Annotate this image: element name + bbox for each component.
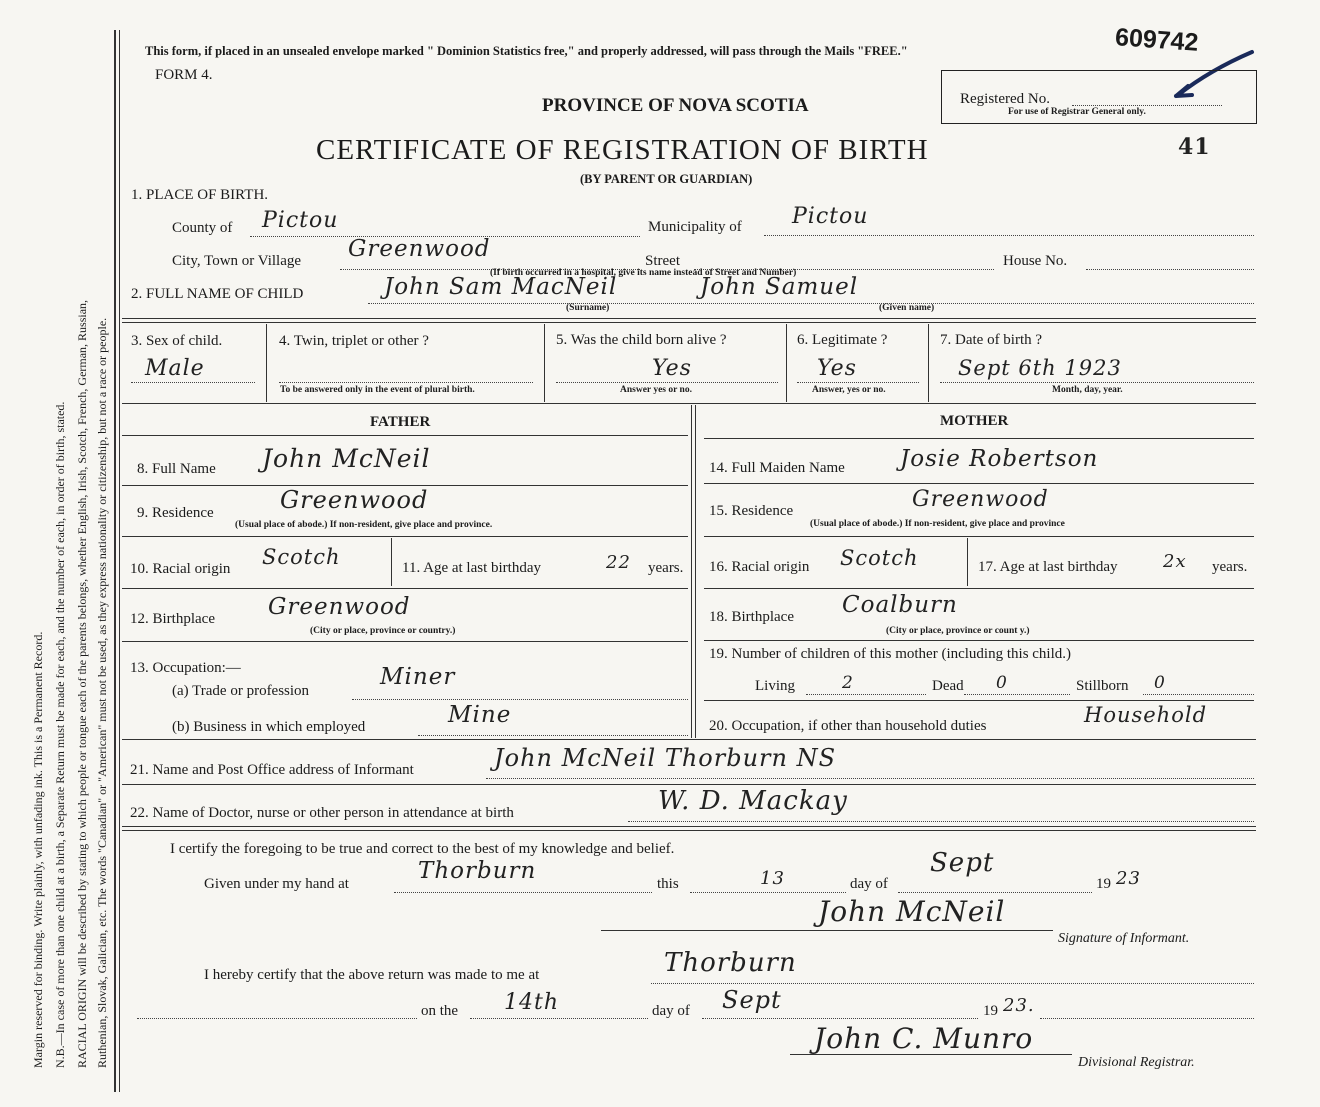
county-value[interactable]: Pictou xyxy=(262,208,339,233)
divider-4-5 xyxy=(544,324,545,402)
child-surname-value[interactable]: John Sam MacNeil xyxy=(384,274,618,300)
rule-before-informant xyxy=(122,739,1256,740)
legit-label: 6. Legitimate ? xyxy=(797,332,888,348)
rule-after-row3 xyxy=(122,403,1256,404)
county-label: County of xyxy=(172,220,233,236)
municipality-label: Municipality of xyxy=(648,219,742,235)
postal-note: This form, if placed in an unsealed envelope marked " Dominion Statistics free," and properly addressed, will pass through the Mails "FREE." xyxy=(145,44,908,58)
surname-caption: (Surname) xyxy=(566,303,610,313)
binding-line xyxy=(114,30,116,1092)
mother-stillborn-value[interactable]: 0 xyxy=(1154,673,1166,693)
divider-5-6 xyxy=(786,324,787,402)
year-prefix: 19 xyxy=(1096,876,1111,892)
mother-residence-value[interactable]: Greenwood xyxy=(912,487,1049,512)
reg-year-prefix: 19 xyxy=(983,1003,998,1019)
doctor-value[interactable]: W. D. Mackay xyxy=(658,786,848,816)
hospital-note: (If birth occurred in a hospital, give its name instead of Street and Number) xyxy=(490,268,797,278)
mother-stillborn-label: Stillborn xyxy=(1076,678,1129,694)
legit-value[interactable]: Yes xyxy=(817,356,857,381)
mother-living-value[interactable]: 2 xyxy=(842,673,854,693)
mother-name-value[interactable]: Josie Robertson xyxy=(900,446,1099,472)
informant-label: 21. Name and Post Office address of Informant xyxy=(130,762,414,778)
province-title: PROVINCE OF NOVA SCOTIA xyxy=(542,95,809,116)
father-age-value[interactable]: 22 xyxy=(606,552,631,573)
rule-mother-birthplace xyxy=(704,640,1254,641)
divider-3-4 xyxy=(266,324,267,402)
municipality-value[interactable]: Pictou xyxy=(792,204,869,229)
father-trade-label: (a) Trade or profession xyxy=(172,683,310,699)
margin-mark: 41 xyxy=(1178,134,1211,160)
this-label: this xyxy=(657,876,679,892)
mother-name-label: 14. Full Maiden Name xyxy=(709,460,845,476)
margin-note-racial-2: Ruthenian, Slovak, Galician, etc. The words "Canadian" or "American" must not be used, as they express nationality or citizenship, but not a race or people. xyxy=(95,317,109,1068)
twin-note: To be answered only in the event of plural birth. xyxy=(280,385,475,395)
reg-day-of-label: day of xyxy=(652,1003,690,1019)
mother-birthplace-note: (City or place, province or count y.) xyxy=(886,626,1030,636)
alive-value[interactable]: Yes xyxy=(652,356,692,381)
registered-box xyxy=(941,70,1257,124)
father-residence-label: 9. Residence xyxy=(137,505,214,521)
margin-note-nb: N.B.—In case of more than one child at a birth, a Separate Return must be made for each, and the number of each, in order of birth, stated. xyxy=(53,401,67,1068)
margin-note-racial-1: RACIAL ORIGIN will be described by stating to which people or tongue each of the parents belongs, whether English, Irish, Scotch, French, German, Russian, xyxy=(75,299,89,1068)
reg-month-value[interactable]: Sept xyxy=(722,986,782,1014)
given-place-value[interactable]: Thorburn xyxy=(418,858,537,884)
certificate-subtitle: (BY PARENT OR GUARDIAN) xyxy=(580,172,753,186)
day-line xyxy=(690,892,846,893)
mother-children-label: 19. Number of children of this mother (including this child.) xyxy=(709,646,1072,662)
mother-racial-label: 16. Racial origin xyxy=(709,559,810,575)
reg-month-line xyxy=(702,1018,978,1019)
city-label: City, Town or Village xyxy=(172,253,302,269)
rule-father-res xyxy=(122,536,688,537)
sex-value[interactable]: Male xyxy=(145,356,205,381)
sex-line xyxy=(131,382,255,383)
father-trade-line xyxy=(352,699,688,700)
child-name-line xyxy=(368,303,1254,304)
informant-value[interactable]: John McNeil Thorburn NS xyxy=(494,744,837,772)
margin-note-binding: Margin reserved for binding. Write plainly, with unfading ink. This is a Permanent Record. xyxy=(31,631,45,1068)
legit-line xyxy=(797,382,919,383)
mother-birthplace-label: 18. Birthplace xyxy=(709,609,794,625)
father-racial-label: 10. Racial origin xyxy=(130,561,231,577)
twin-line xyxy=(279,382,533,383)
father-trade-value[interactable]: Miner xyxy=(380,664,456,690)
place-of-birth-label: 1. PLACE OF BIRTH. xyxy=(131,187,269,203)
dob-line xyxy=(940,382,1254,383)
informant-signature-line xyxy=(601,930,1053,931)
father-age-label: 11. Age at last birthday xyxy=(402,560,541,576)
rule-mother-racial xyxy=(704,588,1254,589)
doctor-label: 22. Name of Doctor, nurse or other person in attendance at birth xyxy=(130,805,514,821)
binding-line-inner xyxy=(119,30,120,1092)
father-birthplace-value[interactable]: Greenwood xyxy=(268,594,411,620)
rule-top-1 xyxy=(122,318,1256,319)
registrar-place-value[interactable]: Thorburn xyxy=(664,948,797,978)
house-no-label: House No. xyxy=(1003,253,1068,269)
year-value[interactable]: 23 xyxy=(1116,868,1141,889)
dob-label: 7. Date of birth ? xyxy=(940,332,1043,348)
on-the-lead-line xyxy=(137,1018,417,1019)
divider-6-7 xyxy=(928,324,929,402)
rule-top-2 xyxy=(122,322,1256,323)
rule-mother-children xyxy=(704,700,1254,701)
street-label: Street xyxy=(645,253,680,269)
given-place-line xyxy=(394,892,652,893)
legit-note: Answer, yes or no. xyxy=(812,385,886,395)
house-no-line xyxy=(1086,269,1254,270)
father-business-label: (b) Business in which employed xyxy=(172,719,366,735)
mother-dead-value[interactable]: 0 xyxy=(996,673,1008,693)
registrar-note: For use of Registrar General only. xyxy=(1008,107,1146,117)
mother-stillborn-line xyxy=(1143,694,1254,695)
reg-year-line xyxy=(1040,1018,1254,1019)
registrar-caption: Divisional Registrar. xyxy=(1078,1055,1195,1070)
mother-birthplace-value[interactable]: Coalburn xyxy=(842,592,958,618)
mother-age-value[interactable]: 2x xyxy=(1163,551,1187,572)
reg-year-value[interactable]: 23. xyxy=(1003,995,1035,1016)
mother-years-label: years. xyxy=(1212,559,1248,575)
municipality-line xyxy=(764,235,1254,236)
child-name-label: 2. FULL NAME OF CHILD xyxy=(131,286,304,302)
reg-day-line xyxy=(470,1018,648,1019)
parents-divider-2 xyxy=(695,405,696,738)
mother-living-label: Living xyxy=(755,678,795,694)
rule-doctor-1 xyxy=(122,826,1256,827)
informant-line xyxy=(486,778,1254,779)
rule-father-birthplace xyxy=(122,641,688,642)
rule-heading-right xyxy=(704,438,1254,439)
on-the-label: on the xyxy=(421,1003,459,1019)
dob-value[interactable]: Sept 6th 1923 xyxy=(958,356,1122,380)
father-residence-value[interactable]: Greenwood xyxy=(280,486,429,514)
father-heading: FATHER xyxy=(370,414,431,430)
father-residence-note: (Usual place of abode.) If non-resident, give place and province. xyxy=(235,520,493,530)
father-name-label: 8. Full Name xyxy=(137,461,216,477)
rule-mother-res xyxy=(704,536,1254,537)
registrar-statement: I hereby certify that the above return was made to me at xyxy=(204,967,540,983)
rule-informant xyxy=(122,784,1256,785)
stamp-number: 609742 xyxy=(1114,23,1200,57)
given-label: Given under my hand at xyxy=(204,876,349,892)
form-number: FORM 4. xyxy=(155,67,213,83)
father-occupation-label: 13. Occupation:— xyxy=(130,660,241,676)
mother-living-line xyxy=(806,694,926,695)
registrar-signature[interactable]: John C. Munro xyxy=(814,1022,1034,1055)
parents-divider-1 xyxy=(691,405,692,738)
registered-no-line xyxy=(1072,105,1222,106)
month-line xyxy=(898,892,1092,893)
rule-doctor-2 xyxy=(122,830,1256,831)
informant-signature[interactable]: John McNeil xyxy=(818,895,1006,928)
rule-father-racial xyxy=(122,588,688,589)
father-business-value[interactable]: Mine xyxy=(448,702,512,728)
father-business-line xyxy=(418,735,688,736)
given-caption: (Given name) xyxy=(879,303,935,313)
doctor-line xyxy=(628,821,1254,822)
registrar-place-line xyxy=(651,983,1254,984)
certificate-title: CERTIFICATE OF REGISTRATION OF BIRTH xyxy=(316,134,929,166)
mother-dead-label: Dead xyxy=(932,678,964,694)
divider-10-11 xyxy=(391,538,392,586)
signature-caption: Signature of Informant. xyxy=(1058,931,1190,946)
mother-residence-note: (Usual place of abode.) If non-resident, give place and province xyxy=(810,519,1065,529)
reg-day-value[interactable]: 14th xyxy=(504,990,560,1015)
rule-heading-left xyxy=(122,435,688,436)
alive-note: Answer yes or no. xyxy=(620,385,692,395)
registered-no-label: Registered No. xyxy=(960,91,1050,107)
father-birthplace-note: (City or place, province or country.) xyxy=(310,626,456,636)
mother-racial-value[interactable]: Scotch xyxy=(840,546,919,570)
mother-occupation-value[interactable]: Household xyxy=(1084,703,1208,727)
mother-occupation-label: 20. Occupation, if other than household duties xyxy=(709,718,987,734)
month-value[interactable]: Sept xyxy=(930,848,995,878)
day-value[interactable]: 13 xyxy=(760,868,785,889)
mother-heading: MOTHER xyxy=(940,413,1009,429)
dob-note: Month, day, year. xyxy=(1052,385,1123,395)
alive-line xyxy=(556,382,778,383)
father-years-label: years. xyxy=(648,560,684,576)
certify-statement: I certify the foregoing to be true and correct to the best of my knowledge and belief. xyxy=(170,841,675,857)
mother-dead-line xyxy=(964,694,1070,695)
alive-label: 5. Was the child born alive ? xyxy=(556,332,727,348)
sex-label: 3. Sex of child. xyxy=(131,333,223,349)
day-of-label: day of xyxy=(850,876,888,892)
father-name-value[interactable]: John McNeil xyxy=(262,444,431,473)
father-birthplace-label: 12. Birthplace xyxy=(130,611,215,627)
father-racial-value[interactable]: Scotch xyxy=(262,545,341,569)
mother-age-label: 17. Age at last birthday xyxy=(978,559,1118,575)
divider-16-17 xyxy=(967,538,968,586)
rule-mother-name xyxy=(704,483,1254,484)
twin-label: 4. Twin, triplet or other ? xyxy=(279,333,429,349)
city-value[interactable]: Greenwood xyxy=(348,236,491,262)
mother-residence-label: 15. Residence xyxy=(709,503,794,519)
child-given-value[interactable]: John Samuel xyxy=(700,274,859,300)
